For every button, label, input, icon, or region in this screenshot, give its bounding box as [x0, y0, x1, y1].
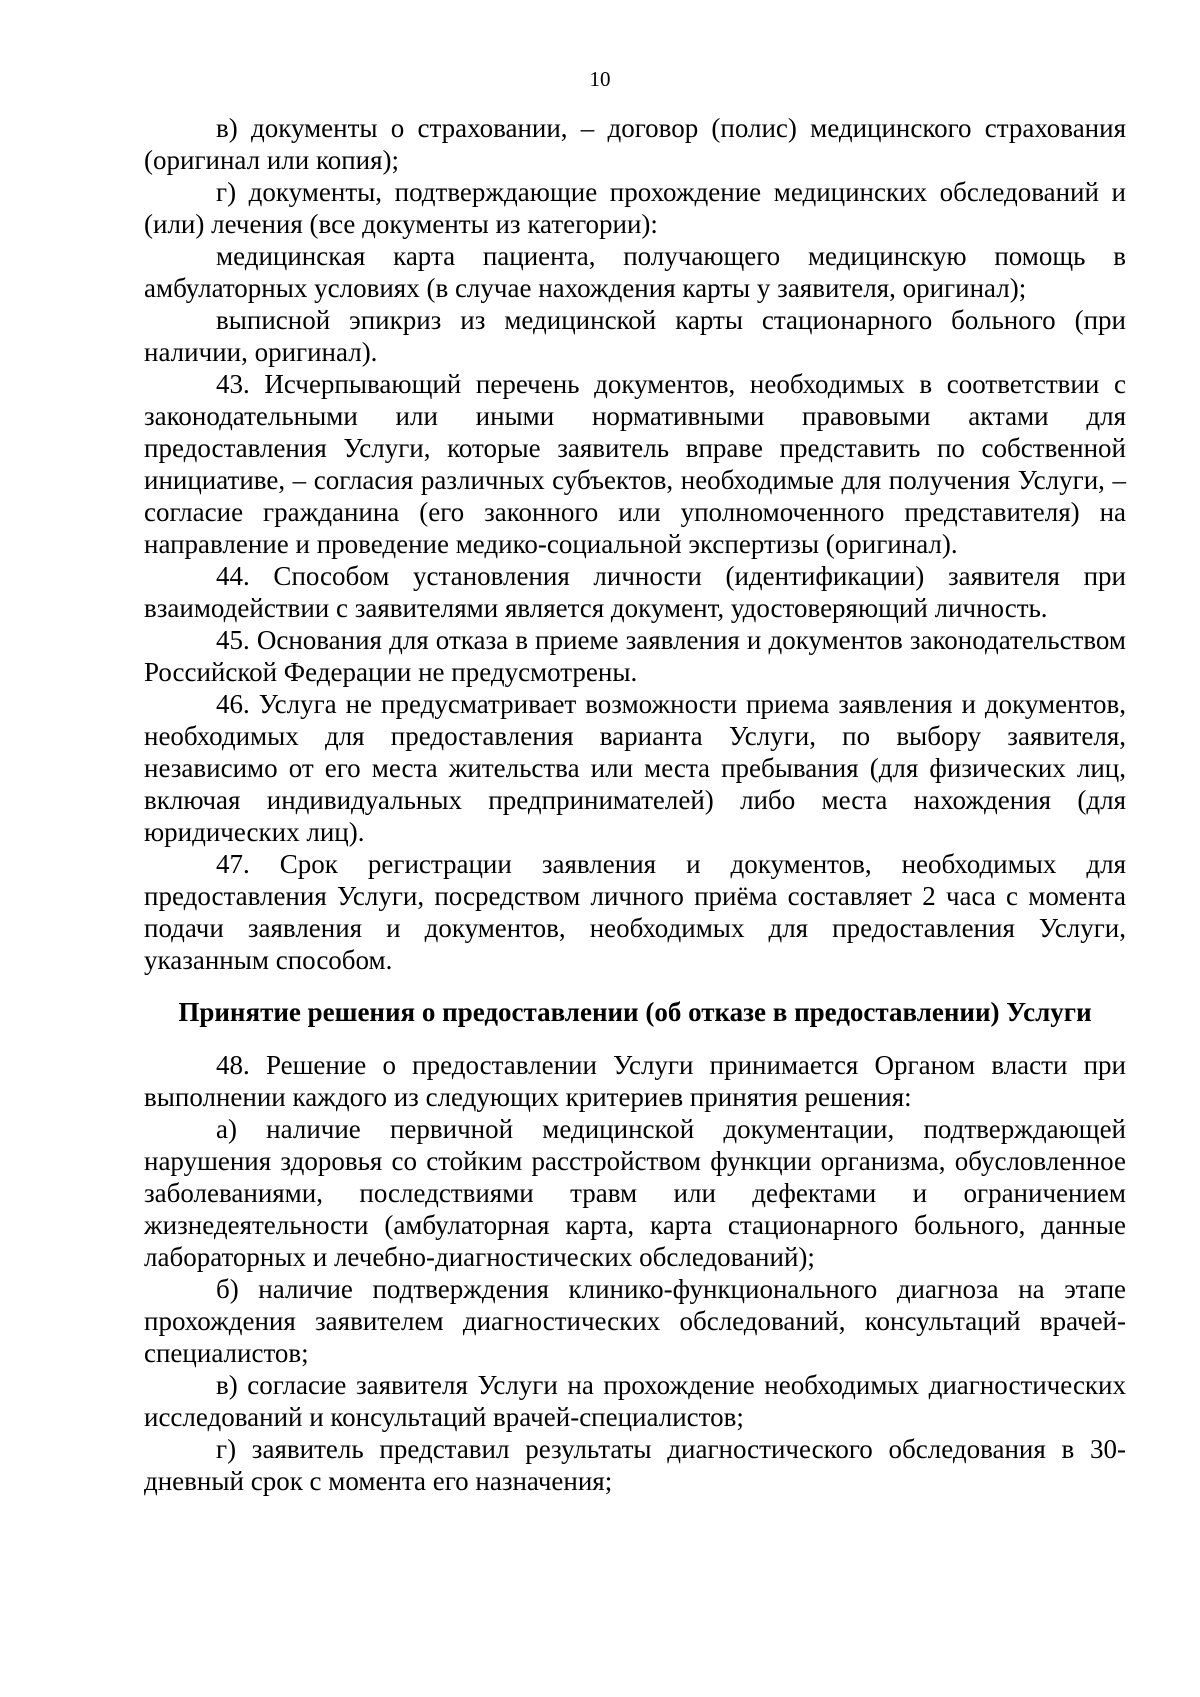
paragraph-44: 44. Способом установления личности (идентификации) заявителя при взаимодействии с заявителями является документ, удостоверяющий личность. — [144, 561, 1126, 623]
paragraph-medical-examination-documents: г) документы, подтверждающие прохождение медицинских обследований и (или) лечения (все документы из категории): — [144, 177, 1126, 239]
paragraph-outpatient-card: медицинская карта пациента, получающего медицинскую помощь в амбулаторных условиях (в случае нахождения карты у заявителя, оригинал); — [144, 241, 1126, 303]
paragraph-48: 48. Решение о предоставлении Услуги принимается Органом власти при выполнении каждого из следующих критериев принятия решения: — [144, 1050, 1126, 1112]
paragraph-43: 43. Исчерпывающий перечень документов, необходимых в соответствии с законодательными или иными нормативными правовыми актами для предоставления Услуги, которые заявитель вправе представить по собственной инициативе, – согласия различных субъектов, необходимые для получения Услуги, – согласие гражданина (его законного или уполномоченного представителя) на направление и проведение медико-социальной экспертизы (оригинал). — [144, 369, 1126, 559]
section-heading: Принятие решения о предоставлении (об отказе в предоставлении) Услуги — [178, 997, 1092, 1027]
paragraph-discharge-summary: выписной эпикриз из медицинской карты стационарного больного (при наличии, оригинал). — [144, 305, 1126, 367]
paragraph-45: 45. Основания для отказа в приеме заявления и документов законодательством Российской Федерации не предусмотрены. — [144, 625, 1126, 687]
paragraph-46: 46. Услуга не предусматривает возможности приема заявления и документов, необходимых для предоставления варианта Услуги, по выбору заявителя, независимо от его места жительства или места пребывания (для физических лиц, включая индивидуальных предпринимателей) либо места нахождения (для юридических лиц). — [144, 689, 1126, 847]
criterion-b: б) наличие подтверждения клинико-функционального диагноза на этапе прохождения заявителем диагностических обследований, консультаций врачей-специалистов; — [144, 1274, 1126, 1368]
criterion-a: а) наличие первичной медицинской документации, подтверждающей нарушения здоровья со стойким расстройством функции организма, обусловленное заболеваниями, последствиями травм или дефектами и ограничением жизнедеятельности (амбулаторная карта, карта стационарного больного, данные лабораторных и лечебно-диагностических обследований); — [144, 1114, 1126, 1272]
criterion-g: г) заявитель представил результаты диагностического обследования в 30-дневный срок с момента его назначения; — [144, 1434, 1126, 1496]
criterion-v: в) согласие заявителя Услуги на прохождение необходимых диагностических исследований и консультаций врачей-специалистов; — [144, 1370, 1126, 1432]
paragraph-47: 47. Срок регистрации заявления и документов, необходимых для предоставления Услуги, посредством личного приёма составляет 2 часа с момента подачи заявления и документов, необходимых для предоставления Услуги, указанным способом. — [144, 849, 1126, 975]
paragraph-insurance-documents: в) документы о страховании, – договор (полис) медицинского страхования (оригинал или копия); — [144, 113, 1126, 175]
page-number: 10 — [589, 67, 611, 91]
document-body — [144, 112, 1126, 1497]
